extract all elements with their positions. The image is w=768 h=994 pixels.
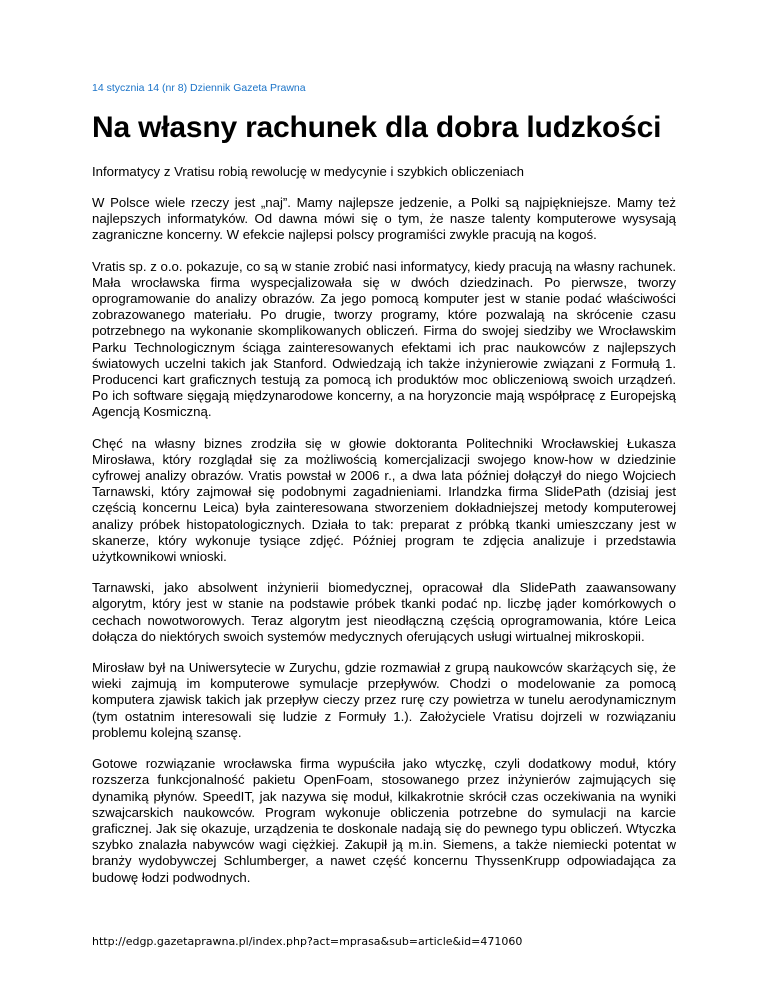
- article-lead: Informatycy z Vratisu robią rewolucję w medycynie i szybkich obliczeniach: [92, 164, 524, 179]
- source-line: 14 stycznia 14 (nr 8) Dziennik Gazeta Prawna: [92, 82, 306, 94]
- article-paragraph: Tarnawski, jako absolwent inżynierii biomedycznej, opracował dla SlidePath zaawansowany algorytm, który jest w stanie na podstawie próbek tkanki podać np. liczbę jąder komórkowych o cechach nowotworowych. Teraz algorytm jest nieodłączną częścią oprogramowania, które Leica dołącza do niektórych swoich systemów medycznych oferujących usługi wirtualnej mikroskopii.: [92, 580, 676, 644]
- article-paragraph: Gotowe rozwiązanie wrocławska firma wypuściła jako wtyczkę, czyli dodatkowy moduł, który rozszerza funkcjonalność pakietu OpenFoam, stosowanego przez inżynierów zajmujących się dynamiką płynów. SpeedIT, jak nazywa się moduł, kilkakrotnie skrócił czas oczekiwania na wyniki szwajcarskich naukowców. Program wykonuje obliczenia potrzebne do symulacji na karcie graficznej. Jak się okazuje, urządzenia te doskonale nadają się do pewnego typu obliczeń. Wtyczka szybko znalazła nabywców wagi ciężkiej. Zakupił ją m.in. Siemens, a także niemiecki potentat w branży wydobywczej Schlumberger, a nawet część koncernu ThyssenKrupp odpowiadająca za budowę łodzi podwodnych.: [92, 756, 676, 885]
- article-paragraph: Vratis sp. z o.o. pokazuje, co są w stanie zrobić nasi informatycy, kiedy pracują na własny rachunek. Mała wrocławska firma wyspecjalizowała się w dwóch dziedzinach. Po pierwsze, tworzy oprogramowanie do analizy obrazów. Za jego pomocą komputer jest w stanie podać właściwości zobrazowanego materiału. Po drugie, tworzy programy, które pozwalają na skrócenie czasu potrzebnego na wykonanie skomplikowanych obliczeń. Firma do swojej siedziby we Wrocławskim Parku Technologicznym ściąga zainteresowanych efektami ich prac naukowców z najlepszych światowych uczelni takich jak Stanford. Odwiedzają ich także inżynierowie związani z Formułą 1. Producenci kart graficznych testują za pomocą ich produktów moc obliczeniową swoich urządzeń. Po ich software sięgają międzynarodowe koncerny, a na horyzoncie mają współpracę z Europejską Agencją Kosmiczną.: [92, 258, 676, 420]
- article-paragraph: W Polsce wiele rzeczy jest „naj”. Mamy najlepsze jedzenie, a Polki są najpiękniejsze. Mamy też najlepszych informatyków. Od dawna mówi się o tym, że nasze talenty komputerowe wysysają zagraniczne koncerny. W efekcie najlepsi polscy programiści zwykle pracują na kogoś.: [92, 195, 676, 243]
- article-paragraph: Mirosław był na Uniwersytecie w Zurychu, gdzie rozmawiał z grupą naukowców skarżących się, że wieki zajmują im komputerowe symulacje przepływów. Chodzi o modelowanie za pomocą komputera zjawisk takich jak przepływ cieczy przez rurę czy powietrza w tunelu aerodynamicznym (tym ostatnim interesowali się ludzie z Formuły 1.). Założyciele Vratisu dojrzeli w rozwiązaniu problemu kolejną szansę.: [92, 660, 676, 740]
- footer-url: http://edgp.gazetaprawna.pl/index.php?act=mprasa&sub=article&id=471060: [92, 935, 523, 948]
- article-title: Na własny rachunek dla dobra ludzkości: [92, 111, 662, 144]
- article-body: [92, 195, 676, 901]
- article-paragraph: Chęć na własny biznes zrodziła się w głowie doktoranta Politechniki Wrocławskiej Łukasza Mirosława, który rozglądał się za możliwością komercjalizacji swojego know-how w dziedzinie cyfrowej analizy obrazów. Vratis powstał w 2006 r., a dwa lata później dołączył do niego Wojciech Tarnawski, który zajmował się podobnymi zagadnieniami. Irlandzka firma SlidePath (dzisiaj jest częścią koncernu Leica) była zainteresowana stworzeniem dokładniejszej metody komputerowej analizy próbek histopatologicznych. Działa to tak: preparat z próbką tkanki umieszczany jest w skanerze, który wykonuje tysiące zdjęć. Później program te zdjęcia analizuje i przedstawia użytkownikowi wnioski.: [92, 435, 676, 565]
